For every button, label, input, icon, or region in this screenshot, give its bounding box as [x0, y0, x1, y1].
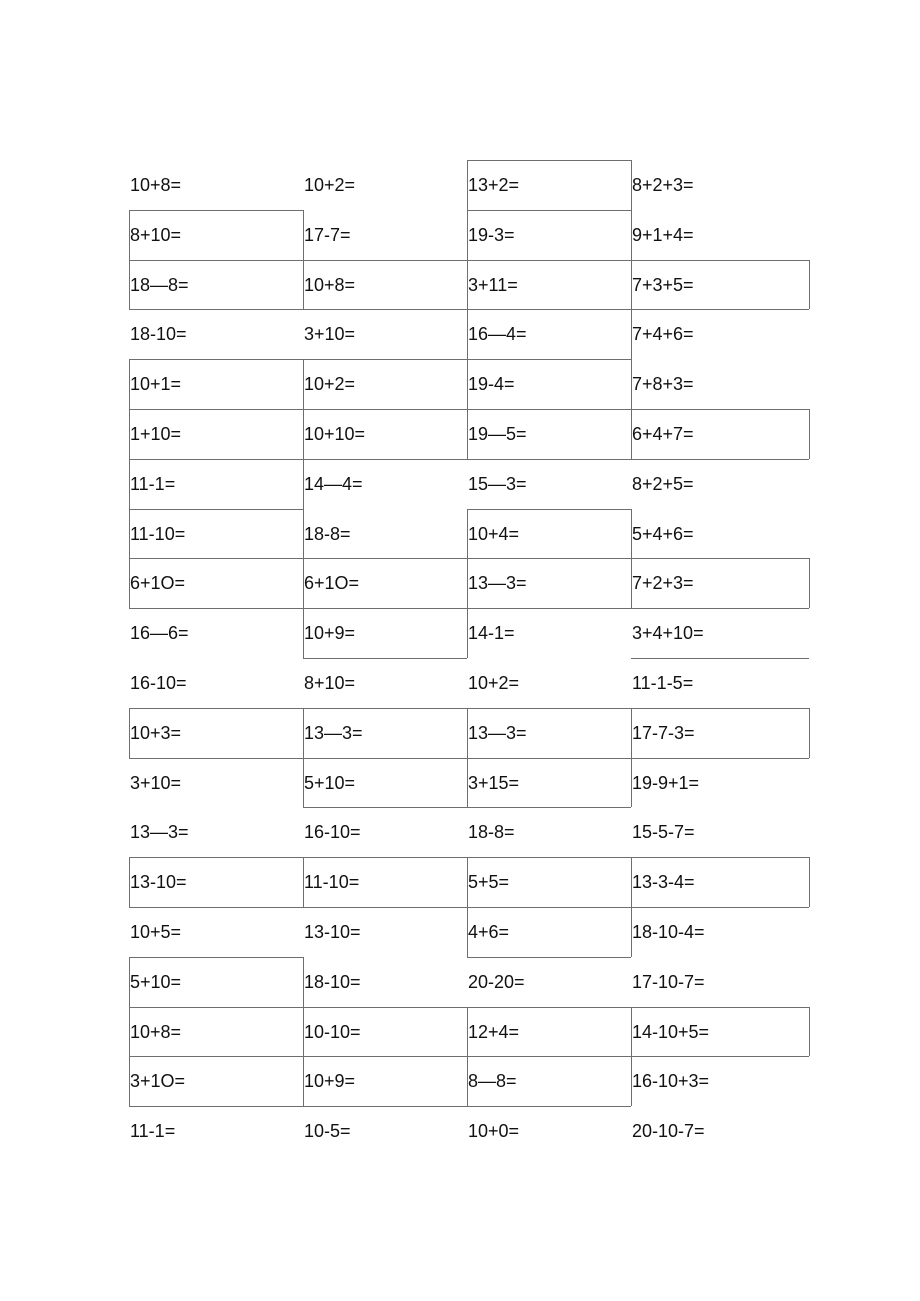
problem-cell: 15-5-7=	[632, 822, 695, 842]
problem-cell: 13-10=	[130, 872, 187, 892]
problem-cell: 8+2+5=	[632, 474, 694, 494]
problem-cell: 16-10=	[304, 822, 361, 842]
problem-cell: 3+11=	[468, 275, 518, 295]
problem-cell: 5+10=	[304, 773, 356, 793]
problem-cell: 16—4=	[468, 324, 527, 344]
problem-cell: 12+4=	[468, 1022, 520, 1042]
problem-cell: 5+5=	[468, 872, 510, 892]
problem-cell: 13+2=	[468, 175, 520, 195]
problem-cell: 8+2+3=	[632, 175, 694, 195]
problem-cell: 7+8+3=	[632, 374, 694, 394]
problem-cell: 8+10=	[304, 673, 356, 693]
problem-cell: 14-1=	[468, 623, 515, 643]
problem-cell: 10+10=	[304, 424, 366, 444]
problem-cell: 10+1=	[130, 374, 182, 394]
problem-cell: 13-3-4=	[632, 872, 695, 892]
grid-line-vertical	[809, 409, 810, 459]
problem-cell: 10+4=	[468, 524, 520, 544]
grid-line-vertical	[809, 1007, 810, 1056]
problem-cell: 6+4+7=	[632, 424, 694, 444]
problem-cell: 15—3=	[468, 474, 527, 494]
problem-cell: 8—8=	[468, 1071, 517, 1091]
problem-cell: 10-5=	[304, 1121, 351, 1141]
problem-cell: 9+1+4=	[632, 225, 694, 245]
problem-cell: 13—3=	[130, 822, 189, 842]
problem-cell: 19-3=	[468, 225, 515, 245]
problem-cell: 17-10-7=	[632, 972, 705, 992]
problem-cell: 14—4=	[304, 474, 363, 494]
problem-cell: 10+9=	[304, 1071, 356, 1091]
problem-cell: 8+10=	[130, 225, 182, 245]
problem-cell: 18—8=	[130, 275, 189, 295]
problem-cell: 10+8=	[304, 275, 356, 295]
problem-cell: 16-10=	[130, 673, 187, 693]
problem-cell: 18-10-4=	[632, 922, 705, 942]
problem-cell: 6+1O=	[304, 573, 360, 593]
problem-cell: 10+3=	[130, 723, 182, 743]
problem-cell: 1+10=	[130, 424, 182, 444]
grid-line-vertical	[809, 708, 810, 758]
problem-cell: 20-10-7=	[632, 1121, 705, 1141]
problem-cell: 16-10+3=	[632, 1071, 710, 1091]
grid-line-vertical	[809, 558, 810, 608]
problem-cell: 19—5=	[468, 424, 527, 444]
problem-cell: 10+5=	[130, 922, 182, 942]
problem-cell: 18-8=	[304, 524, 351, 544]
problem-cell: 11-1-5=	[632, 673, 694, 693]
problem-cell: 20-20=	[468, 972, 525, 992]
problem-cell: 19-4=	[468, 374, 515, 394]
problem-cell: 3+4+10=	[632, 623, 704, 643]
problem-cell: 13—3=	[468, 573, 527, 593]
problem-cell: 11-10=	[130, 524, 186, 544]
problem-cell: 3+10=	[130, 773, 182, 793]
problem-cell: 19-9+1=	[632, 773, 700, 793]
problem-cell: 18-10=	[130, 324, 187, 344]
problem-cell: 18-10=	[304, 972, 361, 992]
problem-cell: 14-10+5=	[632, 1022, 710, 1042]
grid-line-vertical	[809, 260, 810, 309]
problem-cell: 10+2=	[304, 374, 356, 394]
problem-cell: 17-7=	[304, 225, 351, 245]
problem-cell: 11-10=	[304, 872, 360, 892]
problem-cell: 17-7-3=	[632, 723, 695, 743]
problem-cell: 3+1O=	[130, 1071, 186, 1091]
problem-cell: 5+10=	[130, 972, 182, 992]
problem-cell: 7+2+3=	[632, 573, 694, 593]
problem-cell: 7+3+5=	[632, 275, 694, 295]
problem-cell: 10-10=	[304, 1022, 361, 1042]
problem-cell: 10+2=	[468, 673, 520, 693]
grid-line-vertical	[809, 857, 810, 907]
problem-cell: 11-1=	[130, 1121, 176, 1141]
problem-cell: 11-1=	[130, 474, 176, 494]
problem-cell: 3+15=	[468, 773, 520, 793]
problem-cell: 10+8=	[130, 1022, 182, 1042]
problem-cell: 5+4+6=	[632, 524, 694, 544]
problem-cell: 16—6=	[130, 623, 189, 643]
problem-cell: 18-8=	[468, 822, 515, 842]
problem-cell: 10+8=	[130, 175, 182, 195]
problem-cell: 3+10=	[304, 324, 356, 344]
problem-cell: 10+0=	[468, 1121, 520, 1141]
problem-cell: 13—3=	[468, 723, 527, 743]
problem-cell: 4+6=	[468, 922, 510, 942]
problem-cell: 13—3=	[304, 723, 363, 743]
problem-cell: 10+9=	[304, 623, 356, 643]
problem-cell: 13-10=	[304, 922, 361, 942]
problem-cell: 10+2=	[304, 175, 356, 195]
problem-cell: 6+1O=	[130, 573, 186, 593]
problem-cell: 7+4+6=	[632, 324, 694, 344]
